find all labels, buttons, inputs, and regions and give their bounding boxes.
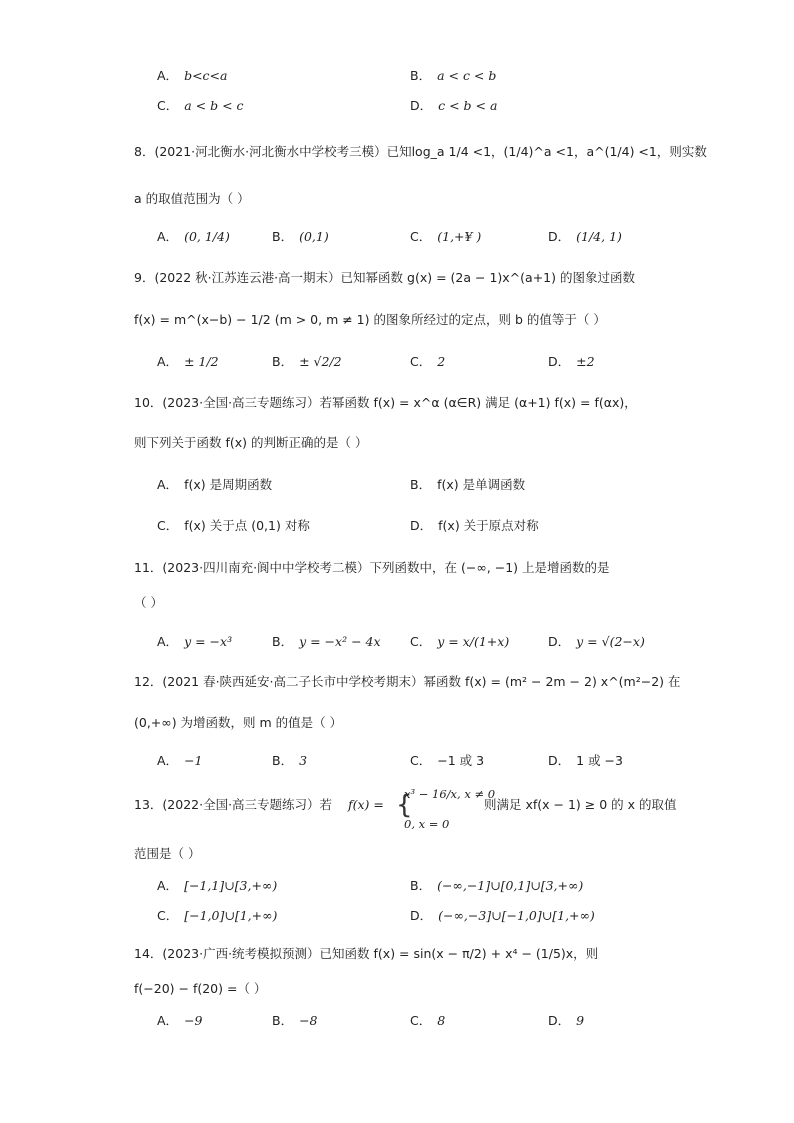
q13-option-c[interactable] [157, 906, 277, 926]
q13-stem-line2: 范围是（ ） [134, 846, 201, 861]
option-label: D． [548, 1013, 571, 1028]
q13-brace-icon: { [396, 790, 413, 820]
q8-option-d[interactable] [548, 227, 622, 247]
q14-option-d[interactable] [548, 1011, 584, 1031]
q13-stem-suffix: 则满足 xf(x − 1) ≥ 0 的 x 的取值 [484, 797, 677, 812]
q8-option-c[interactable] [410, 227, 481, 247]
option-text: 8 [437, 1013, 446, 1028]
q14-stem-line1: 14．(2023·广西·统考模拟预测）已知函数 f(x) = sin(x − π/2) + x⁴ − (1/5)x，则 [134, 946, 599, 961]
option-text: −1 [184, 753, 203, 768]
option-text: (1,+¥ ) [437, 229, 482, 244]
q13-function-fx [348, 795, 384, 815]
q8-option-a[interactable] [157, 227, 230, 247]
option-label: A． [157, 753, 179, 768]
q9-option-c[interactable] [410, 352, 445, 372]
q11-stem-line1: 11．(2023·四川南充·阆中中学校考二模）下列函数中，在 (−∞, −1) 上是增函数的是 [134, 560, 610, 575]
option-text: (−∞,−3]∪[−1,0]∪[1,+∞) [438, 908, 595, 923]
option-text: f(x) 是周期函数 [184, 477, 273, 492]
q7-option-a[interactable] [157, 66, 227, 86]
q9-option-d[interactable] [548, 352, 595, 372]
option-label: D． [548, 354, 571, 369]
q9-option-b[interactable] [272, 352, 342, 372]
option-text: f(x) 关于原点对称 [438, 518, 539, 533]
option-label: B． [410, 477, 432, 492]
option-label: B． [410, 878, 432, 893]
option-text: (−∞,−1]∪[0,1]∪[3,+∞) [437, 878, 584, 893]
option-label: A． [157, 634, 179, 649]
option-text: ± 1/2 [184, 354, 219, 369]
option-text: a < b < c [184, 98, 244, 113]
option-label: C． [410, 753, 432, 768]
q10-option-b[interactable] [410, 475, 525, 495]
option-text: y = √(2−x) [576, 634, 645, 649]
q9-stem-line1: 9．(2022 秋·江苏连云港·高一期末）已知幂函数 g(x) = (2a − 1)x^(a+1) 的图象过函数 [134, 270, 635, 285]
option-label: A． [157, 68, 179, 83]
q13-option-d[interactable] [410, 906, 595, 926]
option-label: C． [410, 229, 432, 244]
option-text: (0,1) [299, 229, 329, 244]
option-text: 1 或 −3 [576, 753, 623, 768]
option-text: 3 [299, 753, 308, 768]
option-text: −8 [299, 1013, 318, 1028]
q8-option-b[interactable] [272, 227, 329, 247]
q9-option-a[interactable] [157, 352, 219, 372]
option-label: A． [157, 477, 179, 492]
q14-option-b[interactable] [272, 1011, 318, 1031]
q10-option-a[interactable] [157, 475, 272, 495]
q8-stem-line1: 8．(2021·河北衡水·河北衡水中学校考三模）已知log_a 1/4 <1，(1/4)^a <1，a^(1/4) <1，则实数 [134, 144, 707, 159]
option-label: B． [410, 68, 432, 83]
q12-option-d[interactable] [548, 751, 623, 771]
option-label: D． [548, 634, 571, 649]
q8-stem-line2: a 的取值范围为（ ） [134, 191, 250, 206]
option-text: y = x/(1+x) [437, 634, 510, 649]
q12-option-a[interactable] [157, 751, 203, 771]
q11-option-d[interactable] [548, 632, 645, 652]
q13-option-b[interactable] [410, 876, 583, 896]
option-label: D． [410, 98, 433, 113]
option-text: (1/4, 1) [576, 229, 622, 244]
option-label: B． [272, 634, 294, 649]
option-text: (0, 1/4) [184, 229, 230, 244]
q12-option-b[interactable] [272, 751, 307, 771]
option-text: 2 [437, 354, 446, 369]
q13-piece-top: x³ − 16/x, x ≠ 0 [404, 787, 496, 801]
option-label: D． [548, 753, 571, 768]
option-label: A． [157, 229, 179, 244]
q10-option-c[interactable] [157, 516, 310, 536]
q12-stem-line1: 12．(2021 春·陕西延安·高二子长市中学校考期末）幂函数 f(x) = (m² − 2m − 2) x^(m²−2) 在 [134, 674, 681, 689]
q10-stem-line1: 10．(2023·全国·高三专题练习）若幂函数 f(x) = x^α (α∈R) 满足 (α+1) f(x) = f(αx)， [134, 395, 637, 410]
q13-option-a[interactable] [157, 876, 277, 896]
option-label: A． [157, 878, 179, 893]
q13-stem-prefix: 13．(2022·全国·高三专题练习）若 [134, 797, 333, 812]
q12-option-c[interactable] [410, 751, 484, 771]
q11-stem-line2: （ ） [134, 595, 163, 610]
option-label: C． [410, 354, 432, 369]
option-text: f(x) 关于点 (0,1) 对称 [184, 518, 310, 533]
option-label: B． [272, 354, 294, 369]
q14-stem-line2: f(−20) − f(20) =（ ） [134, 981, 267, 996]
option-text: ±2 [576, 354, 595, 369]
q11-option-b[interactable] [272, 632, 381, 652]
q13-piece-bottom: 0, x = 0 [404, 817, 450, 831]
q14-option-c[interactable] [410, 1011, 445, 1031]
option-text: 9 [576, 1013, 585, 1028]
option-text: [−1,1]∪[3,+∞) [184, 878, 278, 893]
option-label: B． [272, 753, 294, 768]
option-label: D． [548, 229, 571, 244]
fx-label: f(x) = [348, 797, 384, 812]
option-text: [−1,0]∪[1,+∞) [184, 908, 278, 923]
option-text: y = −x³ [184, 634, 233, 649]
option-label: D． [410, 518, 433, 533]
option-text: −9 [184, 1013, 203, 1028]
option-text: ± √2/2 [299, 354, 342, 369]
option-label: B． [272, 229, 294, 244]
option-text: a < c < b [437, 68, 497, 83]
option-label: A． [157, 354, 179, 369]
option-text: y = −x² − 4x [299, 634, 381, 649]
option-text: −1 或 3 [437, 753, 485, 768]
option-label: C． [410, 1013, 432, 1028]
q10-stem-line2: 则下列关于函数 f(x) 的判断正确的是（ ） [134, 435, 368, 450]
option-text: c < b < a [438, 98, 498, 113]
option-text: f(x) 是单调函数 [437, 477, 526, 492]
q10-option-d[interactable] [410, 516, 539, 536]
option-label: C． [410, 634, 432, 649]
option-label: C． [157, 908, 179, 923]
option-label: A． [157, 1013, 179, 1028]
q7-option-d[interactable] [410, 96, 497, 116]
q9-stem-line2: f(x) = m^(x−b) − 1/2 (m > 0, m ≠ 1) 的图象所经过的定点，则 b 的值等于（ ） [134, 312, 606, 327]
q11-option-c[interactable] [410, 632, 509, 652]
option-label: D． [410, 908, 433, 923]
q7-option-c[interactable] [157, 96, 244, 116]
option-label: C． [157, 518, 179, 533]
q11-option-a[interactable] [157, 632, 232, 652]
q12-stem-line2: (0,+∞) 为增函数，则 m 的值是（ ） [134, 715, 343, 730]
q14-option-a[interactable] [157, 1011, 203, 1031]
option-text: b<c<a [184, 68, 228, 83]
option-label: B． [272, 1013, 294, 1028]
q7-option-b[interactable] [410, 66, 496, 86]
option-label: C． [157, 98, 179, 113]
